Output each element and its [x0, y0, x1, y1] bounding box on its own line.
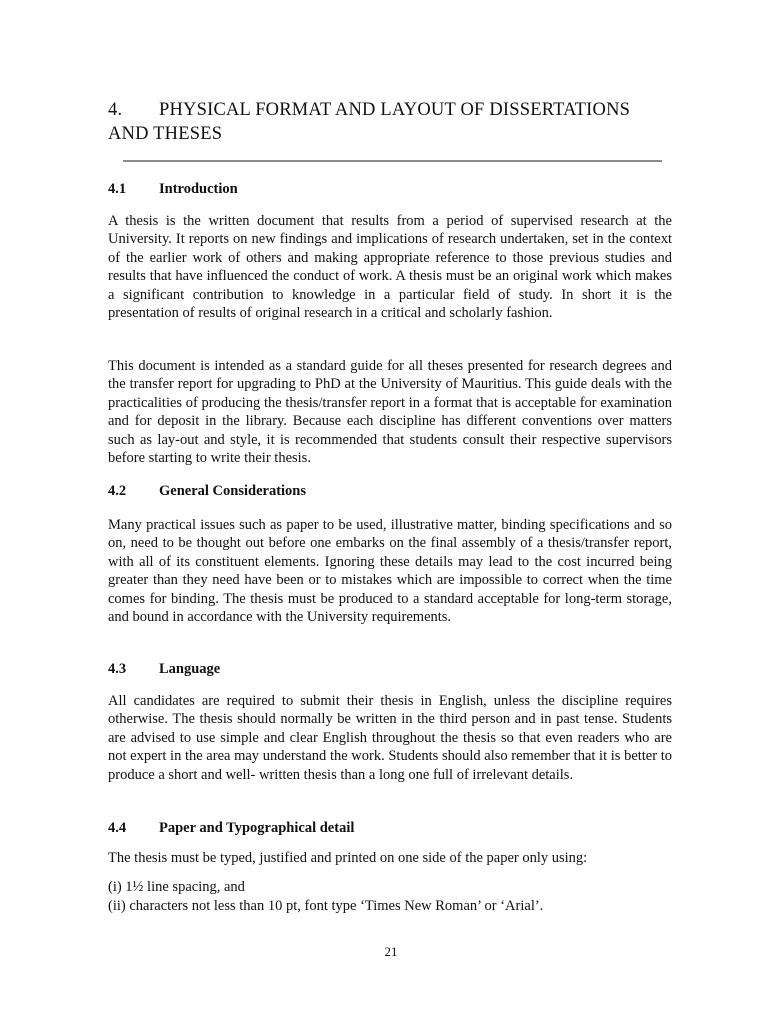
section-number: 4.2 [108, 483, 127, 499]
paragraph: A thesis is the written document that results from a period of supervised research at the University. It reports on new findings and implications of research undertaken, set in the context of the earlier work of others and making appropriate reference to those previous studies and results that have influenced the conduct of work. A thesis must be an original work which makes a significant contribution to knowledge in a particular field of study. In short it is the presentation of results of original research in a critical and scholarly fashion. [108, 213, 672, 322]
paragraph: Many practical issues such as paper to be used, illustrative matter, binding specifications and so on, need to be thought out before one embarks on the final assembly of a thesis/transfer report, with all of its constituent elements. Ignoring these details may lead to the cost incurred being greater than they need have been or to mistakes which are impossible to correct when the time comes for binding. The thesis must be produced to a standard acceptable for long-term storage, and bound in accordance with the University requirements. [108, 517, 672, 626]
section-number: 4.4 [108, 820, 127, 836]
section-heading-language [108, 660, 220, 678]
paragraph: All candidates are required to submit their thesis in English, unless the discipline requires otherwise. The thesis should normally be written in the third person and in past tense. Students are advised to use simple and clear English throughout the thesis so that even readers who are not expert in the area may understand the work. Students should also remember that it is better to produce a short and well- written thesis than a long one full of irrelevant details. [108, 693, 672, 783]
section-number: 4.1 [108, 181, 127, 197]
page-number: 21 [384, 944, 398, 959]
paragraph: This document is intended as a standard guide for all theses presented for research degrees and the transfer report for upgrading to PhD at the University of Mauritius. This guide deals with the practicalities of producing the thesis/transfer report in a format that is acceptable for examination and for deposit in the library. Because each discipline has different conventions over matters such as lay-out and style, it is recommended that students consult their respective supervisors before starting to write their thesis. [108, 358, 672, 467]
list-item: (ii) characters not less than 10 pt, font type ‘Times New Roman’ or ‘Arial’. [108, 898, 544, 914]
list-item: (i) 1½ line spacing, and [108, 879, 245, 895]
chapter-title [108, 98, 668, 146]
chapter-title-text: PHYSICAL FORMAT AND LAYOUT OF DISSERTATIONS AND THESES [108, 100, 631, 144]
section-number: 4.3 [108, 661, 127, 677]
section-title: Introduction [159, 181, 238, 197]
section-title: Paper and Typographical detail [159, 820, 355, 836]
section-title: Language [159, 661, 221, 677]
paragraph: The thesis must be typed, justified and printed on one side of the paper only using: [108, 850, 588, 866]
section-title: General Considerations [159, 483, 307, 499]
section-heading-paper-typographical [108, 819, 354, 837]
chapter-number: 4. [108, 100, 123, 120]
section-heading-introduction [108, 180, 238, 198]
title-divider [123, 160, 662, 162]
section-heading-general-considerations [108, 482, 306, 500]
